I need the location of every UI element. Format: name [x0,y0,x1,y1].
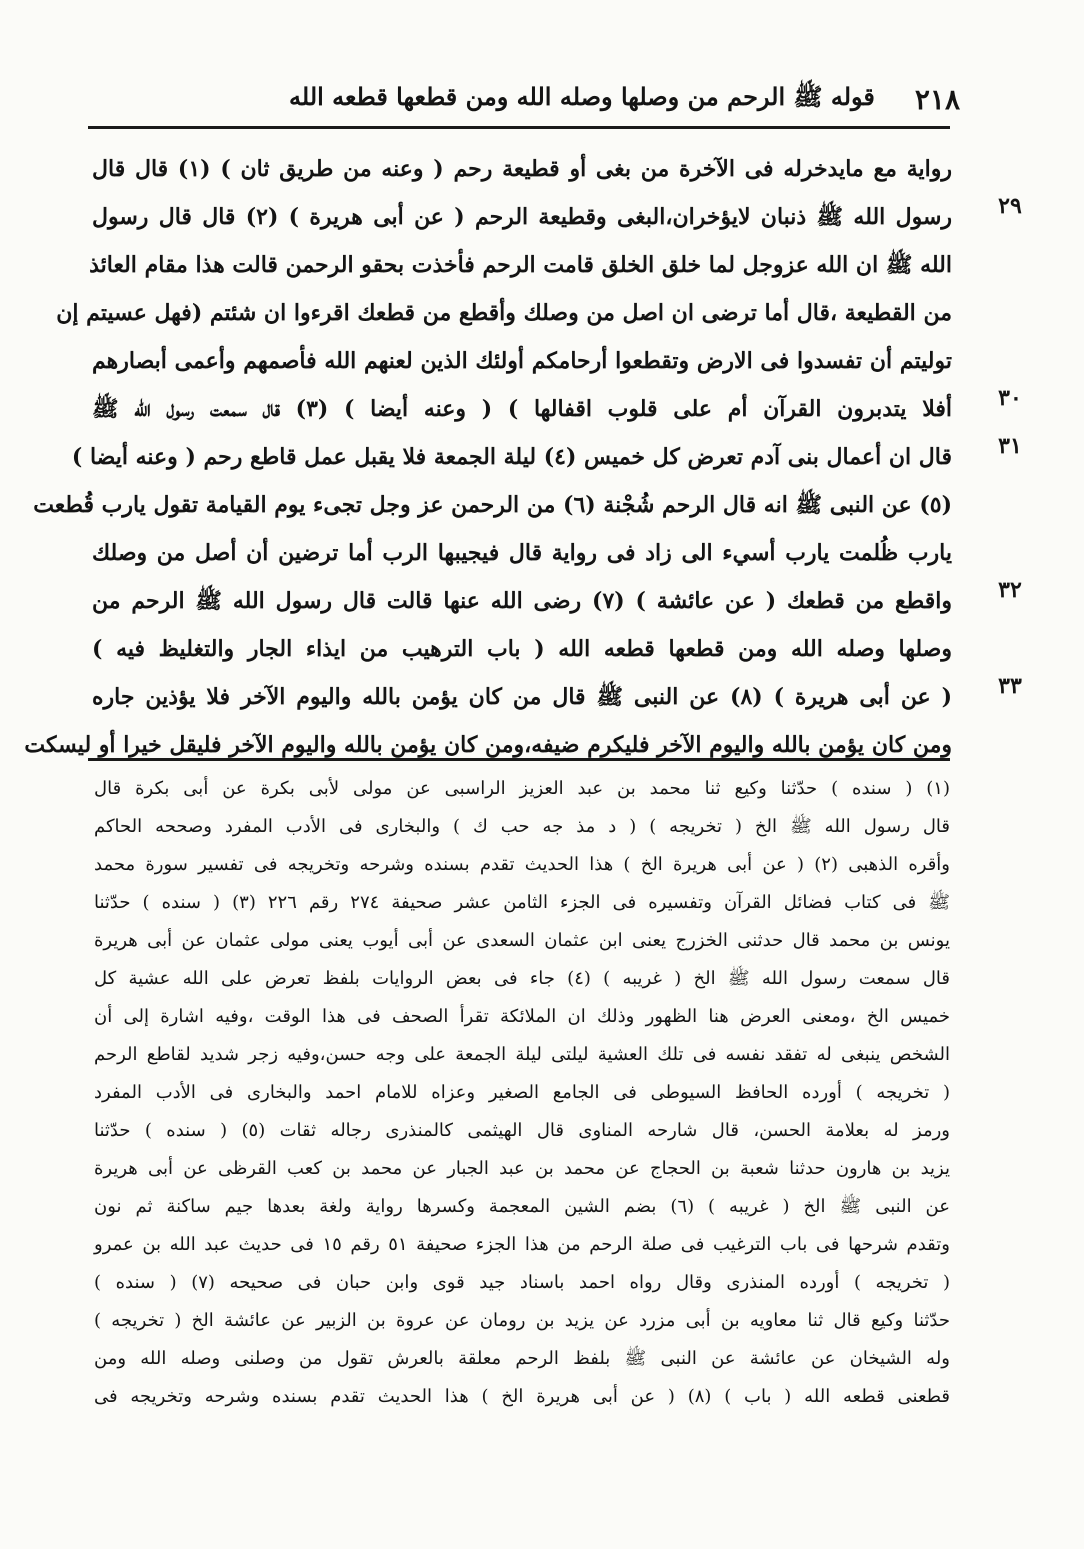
footnote-line: يزيد بن هارون حدثنا شعبة بن الحجاج عن محمد بن عبد الجبار عن محمد بن كعب القرظى عن أبى هريرة [94,1158,950,1179]
main-line [92,529,952,577]
main-line-text: وصلها وصله الله ومن قطعها قطعه الله ( باب الترهيب من ايذاء الجار والتغليظ فيه ) [92,636,952,662]
footnote-line: (١) ( سنده ) حدّثنا وكيع ثنا محمد بن عبد العزيز الراسبى عن مولى لأبى بكرة عن أبى بكرة قال [94,778,950,799]
main-line [92,145,952,193]
main-line [92,193,1022,241]
main-line-text: أفلا يتدبرون القرآن أم على قلوب اقفالها ) ( وعنه أيضا ) (٣) قال سمعت رسول الله ﷺ [92,396,952,422]
main-line [89,241,952,289]
header-rule [88,126,950,129]
main-line [92,385,1022,433]
footnote-line: ( تخريجه ) أورده الحافظ السيوطى فى الجامع الصغير وعزاه للامام احمد والبخارى فى الأدب المفرد [94,1082,950,1103]
main-line-text: واقطع من قطعك ( عن عائشة ) (٧) رضى الله عنها قالت قال رسول الله ﷺ الرحم من [92,588,952,614]
footnote-line: الشخص ينبغى له تفقد نفسه فى تلك العشية ليلتى ليلة الجمعة على وجه حسن،وفيه زجر شديد لقاطع الرحم [94,1044,950,1065]
footnote-line: وتقدم شرحها فى باب الترغيب فى صلة الرحم من هذا الجزء صحيفة ٥١ رقم ١٥ فى حديث عبد الله بن عمرو [94,1234,950,1255]
main-line-text: ومن كان يؤمن بالله واليوم الآخر فليكرم ضيفه،ومن كان يؤمن بالله واليوم الآخر فليقل خيرا أو ليسكت [24,732,952,758]
main-line [92,625,952,673]
hadith-number: ٣٢ [998,577,1022,603]
hadith-number: ٣٣ [998,673,1022,699]
main-line [92,337,952,385]
footnote-line: ( تخريجه ) أورده المنذرى وقال رواه احمد باسناد جيد قوى وابن حبان فى صحيحه (٧) ( سنده ) [94,1272,950,1293]
footnote-line: عن النبى ﷺ الخ ( غريبه ) (٦) بضم الشين المعجمة وكسرها رواية ولغة بعدها جيم ساكنة ثم نون [94,1196,950,1217]
footnote-rule [88,758,950,761]
footnote-line: وله الشيخان عن عائشة عن النبى ﷺ بلفظ الرحم معلقة بالعرش تقول من وصلنى وصله الله ومن [94,1348,950,1369]
footnote-line: قال سمعت رسول الله ﷺ الخ ( غريبه ) (٤) جاء فى بعض الروايات بلفظ تعرض على الله عشية كل [94,968,950,989]
footnote-line: ﷺ فى كتاب فضائل القرآن وتفسيره فى الجزء الثامن عشر صحيفة ٢٧٤ رقم ٢٢٦ (٣) ( سنده ) حدّثنا [94,892,950,913]
page-header [220,76,960,122]
main-line [92,673,1022,721]
main-line [33,481,952,529]
hadith-number: ٢٩ [998,193,1022,219]
main-line-text: ( عن أبى هريرة ) (٨) عن النبى ﷺ قال من كان يؤمن بالله واليوم الآخر فلا يؤذين جاره [92,684,952,710]
page-number: ٢١٨ [914,82,960,116]
footnote-line: يونس بن محمد قال حدثنى الخزرج يعنى ابن عثمان السعدى عن أبى أيوب يعنى مولى عثمان عن أبى هريرة [94,930,950,951]
footnote-line: خميس الخ ،ومعنى العرض هنا الظهور وذلك ان الملائكة تقرأ الصحف فى هذا الوقت ،وفيه اشارة إلى أن [94,1006,951,1027]
main-line-text: من القطيعة ،قال أما ترضى ان اصل من وصلك وأقطع من قطعك اقرءوا ان شئتم (فهل عسيتم إن [56,300,952,326]
main-line-text: رسول الله ﷺ ذنبان لايؤخران،البغى وقطيعة الرحم ( عن أبى هريرة ) (٢) قال قال رسول [92,204,952,230]
main-line-text: توليتم أن تفسدوا فى الارض وتقطعوا أرحامكم أولئك الذين لعنهم الله فأصمهم وأعمى أبصارهم [92,348,952,374]
footnotes [94,770,950,1416]
main-line [56,289,952,337]
footnote-line: قال رسول الله ﷺ الخ ( تخريجه ) ( د مذ جه حب ك ) والبخارى فى الأدب المفرد وصححه الحاكم [94,816,950,837]
main-line-text: الله ﷺ ان الله عزوجل لما خلق الخلق قامت الرحم فأخذت بحقو الرحمن قالت هذا مقام العائذ [89,252,952,278]
footnote-line: قطعنى قطعه الله ( باب ) (٨) ( عن أبى هريرة الخ ) هذا الحديث تقدم بسنده وشرحه وتخريجه فى [94,1386,951,1407]
main-text [24,145,1022,769]
main-line-text: قال ان أعمال بنى آدم تعرض كل خميس (٤) ليلة الجمعة فلا يقبل عمل قاطع رحم ( وعنه أيضا ) [71,444,952,470]
footnote-line: وأقره الذهبى (٢) ( عن أبى هريرة الخ ) هذا الحديث تقدم بسنده وشرحه وتخريجه فى تفسير سورة محمد [94,854,950,875]
main-line-text: (٥) عن النبى ﷺ انه قال الرحم شُجْنة (٦) من الرحمن عز وجل تجىء يوم القيامة تقول يارب قُطعت [33,492,952,518]
main-line [92,577,1022,625]
running-title: قوله ﷺ الرحم من وصلها وصله الله ومن قطعها قطعه الله [289,81,875,111]
footnote-line: حدّثنا وكيع قال ثنا معاويه بن أبى مزرد عن يزيد بن رومان عن عروة بن الزبير عن عائشة الخ ( تخريجه ) [94,1310,950,1331]
main-line [71,433,1022,481]
main-line-text: يارب ظُلمت يارب أسيء الى زاد فى رواية قال فيجيبها الرب أما ترضين أن أصل من وصلك [92,540,952,566]
main-line [24,721,952,769]
hadith-number: ٣٠ [998,385,1022,411]
footnote-line: ورمز له بعلامة الحسن، قال شارحه المناوى قال الهيثمى كالمنذرى رجاله ثقات (٥) ( سنده ) حدّثنا [94,1120,950,1141]
hadith-number: ٣١ [998,433,1022,459]
main-line-text: رواية مع مايدخرله فى الآخرة من بغى أو قطيعة رحم ( وعنه من طريق ثان ) (١) قال قال [92,156,952,182]
